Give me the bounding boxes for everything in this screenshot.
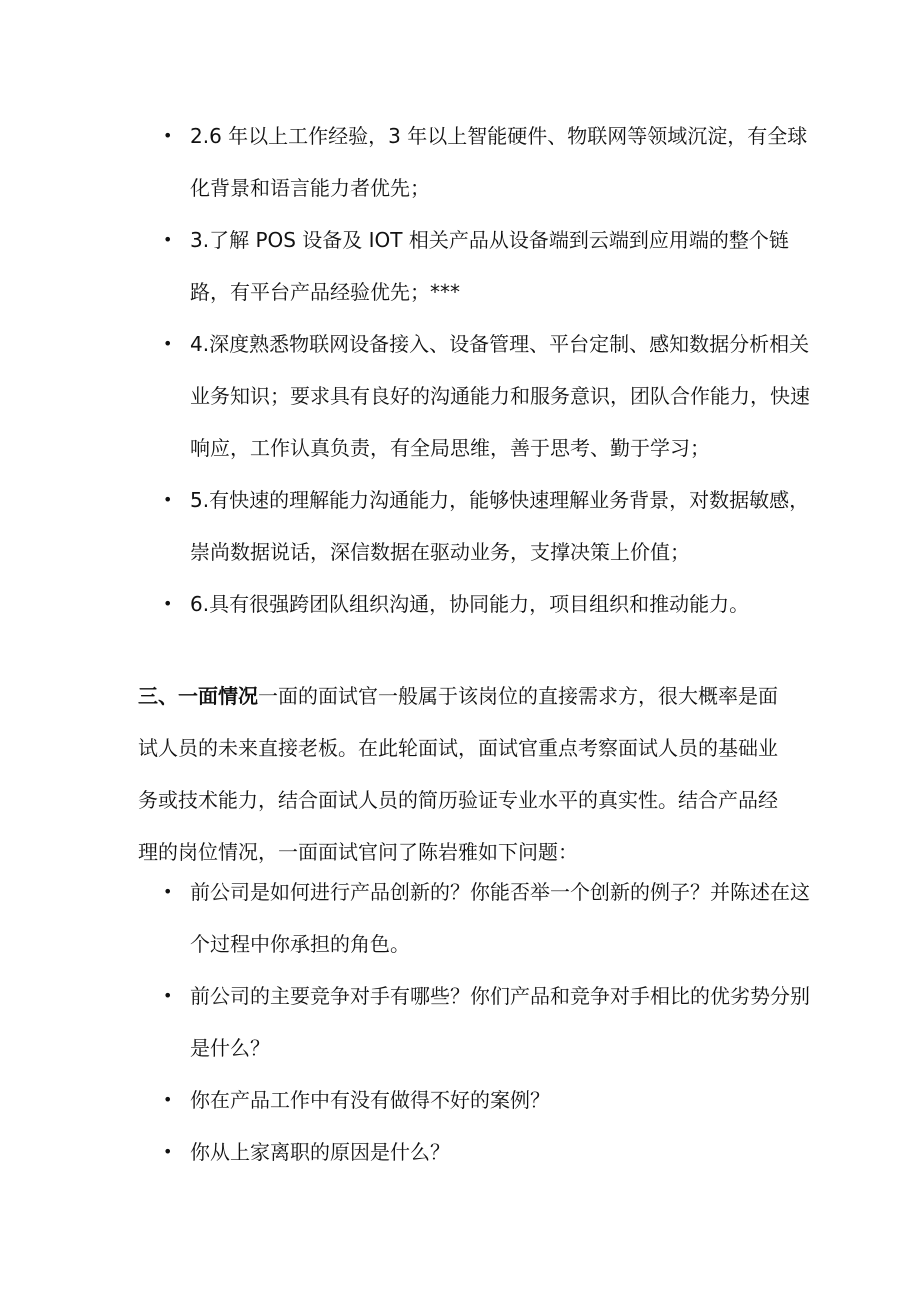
list-item xyxy=(0,474,810,578)
bullet-icon: • xyxy=(163,490,173,509)
requirement-text: 5.有快速的理解能力沟通能力，能够快速理解业务背景，对数据敏感，崇尚数据说话，深信数据在驱动业务，支撑决策上价值； xyxy=(190,488,810,564)
requirement-text: 4.深度熟悉物联网设备接入、设备管理、平台定制、感知数据分析相关业务知识；要求具有良好的沟通能力和服务意识，团队合作能力，快速响应，工作认真负责，有全局思维，善于思考、勤于学习； xyxy=(190,332,810,460)
section-heading: 三、一面情况 xyxy=(138,684,258,708)
question-text: 你在产品工作中有没有做得不好的案例？ xyxy=(190,1088,550,1112)
question-text: 前公司是如何进行产品创新的？你能否举一个创新的例子？并陈述在这个过程中你承担的角色。 xyxy=(190,880,810,956)
requirements-list xyxy=(0,110,920,630)
bullet-icon: • xyxy=(163,882,173,901)
bullet-icon: • xyxy=(163,986,173,1005)
bullet-icon: • xyxy=(163,594,173,613)
bullet-icon: • xyxy=(163,1142,173,1161)
question-text: 你从上家离职的原因是什么？ xyxy=(190,1140,450,1164)
requirement-text: 2.6 年以上工作经验，3 年以上智能硬件、物联网等领域沉淀，有全球化背景和语言能力者优先； xyxy=(190,124,808,200)
list-item xyxy=(0,110,810,214)
bullet-icon: • xyxy=(163,334,173,353)
list-item xyxy=(0,866,810,970)
list-item xyxy=(0,1126,810,1178)
bullet-icon: • xyxy=(163,126,173,145)
list-item xyxy=(0,214,810,318)
list-item xyxy=(0,578,810,630)
list-item xyxy=(0,1074,810,1126)
list-item xyxy=(0,970,810,1074)
bullet-icon: • xyxy=(163,230,173,249)
list-item xyxy=(0,318,810,474)
bullet-icon: • xyxy=(163,1090,173,1109)
section-body: 一面的面试官一般属于该岗位的直接需求方，很大概率是面试人员的未来直接老板。在此轮面试，面试官重点考察面试人员的基础业务或技术能力，结合面试人员的简历验证专业水平的真实性。结合产品经理的岗位情况，一面面试官问了陈岩雅如下问题： xyxy=(138,684,778,864)
section-paragraph xyxy=(138,670,788,878)
questions-list xyxy=(0,866,920,1178)
question-text: 前公司的主要竞争对手有哪些？你们产品和竞争对手相比的优劣势分别是什么？ xyxy=(190,984,810,1060)
requirement-text: 3.了解 POS 设备及 IOT 相关产品从设备端到云端到应用端的整个链路，有平台产品经验优先；*** xyxy=(190,228,789,304)
requirement-text: 6.具有很强跨团队组织沟通，协同能力，项目组织和推动能力。 xyxy=(190,592,750,616)
